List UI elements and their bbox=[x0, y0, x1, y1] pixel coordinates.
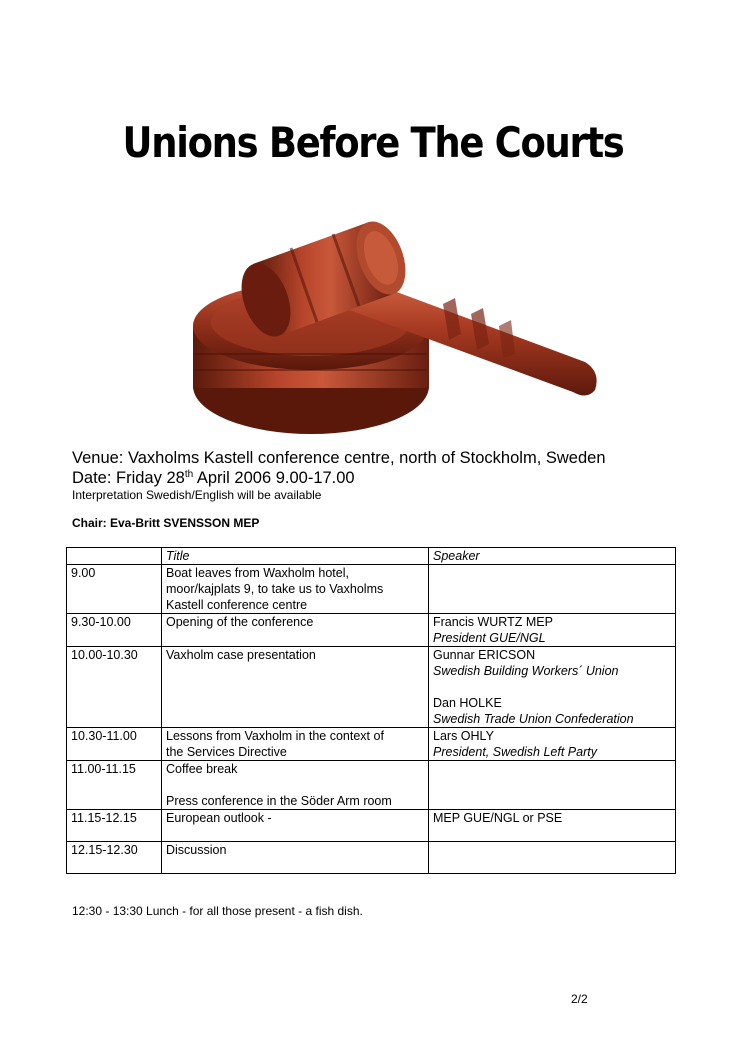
title-line: Coffee break bbox=[166, 762, 238, 776]
row-speaker bbox=[429, 647, 676, 728]
row-speaker bbox=[429, 761, 676, 810]
table-row bbox=[67, 761, 676, 810]
row-time: 11.15-12.15 bbox=[67, 810, 162, 842]
row-time: 10.00-10.30 bbox=[67, 647, 162, 728]
speaker-name: Gunnar ERICSON bbox=[433, 648, 536, 662]
date-prefix: Date: Friday 28 bbox=[72, 469, 185, 487]
speaker-role: Swedish Trade Union Confederation bbox=[433, 712, 634, 726]
chair-line: Chair: Eva-Britt SVENSSON MEP bbox=[72, 516, 260, 530]
row-title bbox=[162, 761, 429, 810]
row-time: 9.00 bbox=[67, 565, 162, 614]
header-speaker: Speaker bbox=[429, 548, 676, 565]
title-line bbox=[166, 777, 424, 793]
row-title bbox=[162, 565, 429, 614]
date-ordinal-suffix: th bbox=[184, 469, 194, 480]
title-line: Opening of the conference bbox=[166, 615, 314, 629]
table-row bbox=[67, 614, 676, 647]
speaker-name: MEP GUE/NGL or PSE bbox=[433, 811, 563, 825]
title-line: European outlook - bbox=[166, 811, 272, 825]
row-speaker bbox=[429, 614, 676, 647]
table-row bbox=[67, 810, 676, 842]
row-time: 11.00-11.15 bbox=[67, 761, 162, 810]
venue-line: Venue: Vaxholms Kastell conference centre, north of Stockholm, Sweden bbox=[72, 449, 606, 467]
date-line bbox=[72, 468, 355, 488]
table-row bbox=[67, 728, 676, 761]
speaker-role: President GUE/NGL bbox=[433, 631, 546, 645]
document-title: Unions Before The Courts bbox=[122, 118, 624, 167]
row-speaker bbox=[429, 842, 676, 874]
table-row bbox=[67, 842, 676, 874]
row-time: 10.30-11.00 bbox=[67, 728, 162, 761]
row-time: 12.15-12.30 bbox=[67, 842, 162, 874]
speaker-name: Lars OHLY bbox=[433, 729, 494, 743]
date-suffix: April 2006 9.00-17.00 bbox=[193, 469, 355, 487]
title-line: Lessons from Vaxholm in the context of bbox=[166, 729, 384, 743]
header-title: Title bbox=[162, 548, 429, 565]
speaker-role: Swedish Building Workers´ Union bbox=[433, 664, 619, 678]
row-speaker bbox=[429, 728, 676, 761]
title-line: Vaxholm case presentation bbox=[166, 648, 316, 662]
speaker-name: Francis WURTZ MEP bbox=[433, 615, 553, 629]
table-row bbox=[67, 565, 676, 614]
title-line: the Services Directive bbox=[166, 745, 287, 759]
row-speaker bbox=[429, 810, 676, 842]
gavel-image bbox=[193, 186, 603, 448]
interpretation-note: Interpretation Swedish/English will be available bbox=[72, 488, 322, 502]
agenda-table bbox=[66, 547, 676, 874]
row-title bbox=[162, 614, 429, 647]
table-row bbox=[67, 647, 676, 728]
row-time: 9.30-10.00 bbox=[67, 614, 162, 647]
title-line: Kastell conference centre bbox=[166, 598, 308, 612]
page-number: 2/2 bbox=[571, 992, 588, 1006]
speaker-role: President, Swedish Left Party bbox=[433, 745, 597, 759]
row-title bbox=[162, 647, 429, 728]
header-time bbox=[67, 548, 162, 565]
lunch-note: 12:30 - 13:30 Lunch - for all those present - a fish dish. bbox=[72, 904, 363, 918]
title-line: moor/kajplats 9, to take us to Vaxholms bbox=[166, 582, 384, 596]
speaker-name: Dan HOLKE bbox=[433, 696, 502, 710]
row-title bbox=[162, 842, 429, 874]
row-speaker bbox=[429, 565, 676, 614]
title-line: Discussion bbox=[166, 843, 227, 857]
row-title bbox=[162, 810, 429, 842]
title-line: Boat leaves from Waxholm hotel, bbox=[166, 566, 349, 580]
agenda-header-row bbox=[67, 548, 676, 565]
row-title bbox=[162, 728, 429, 761]
spacer bbox=[433, 679, 671, 695]
title-line: Press conference in the Söder Arm room bbox=[166, 794, 392, 808]
